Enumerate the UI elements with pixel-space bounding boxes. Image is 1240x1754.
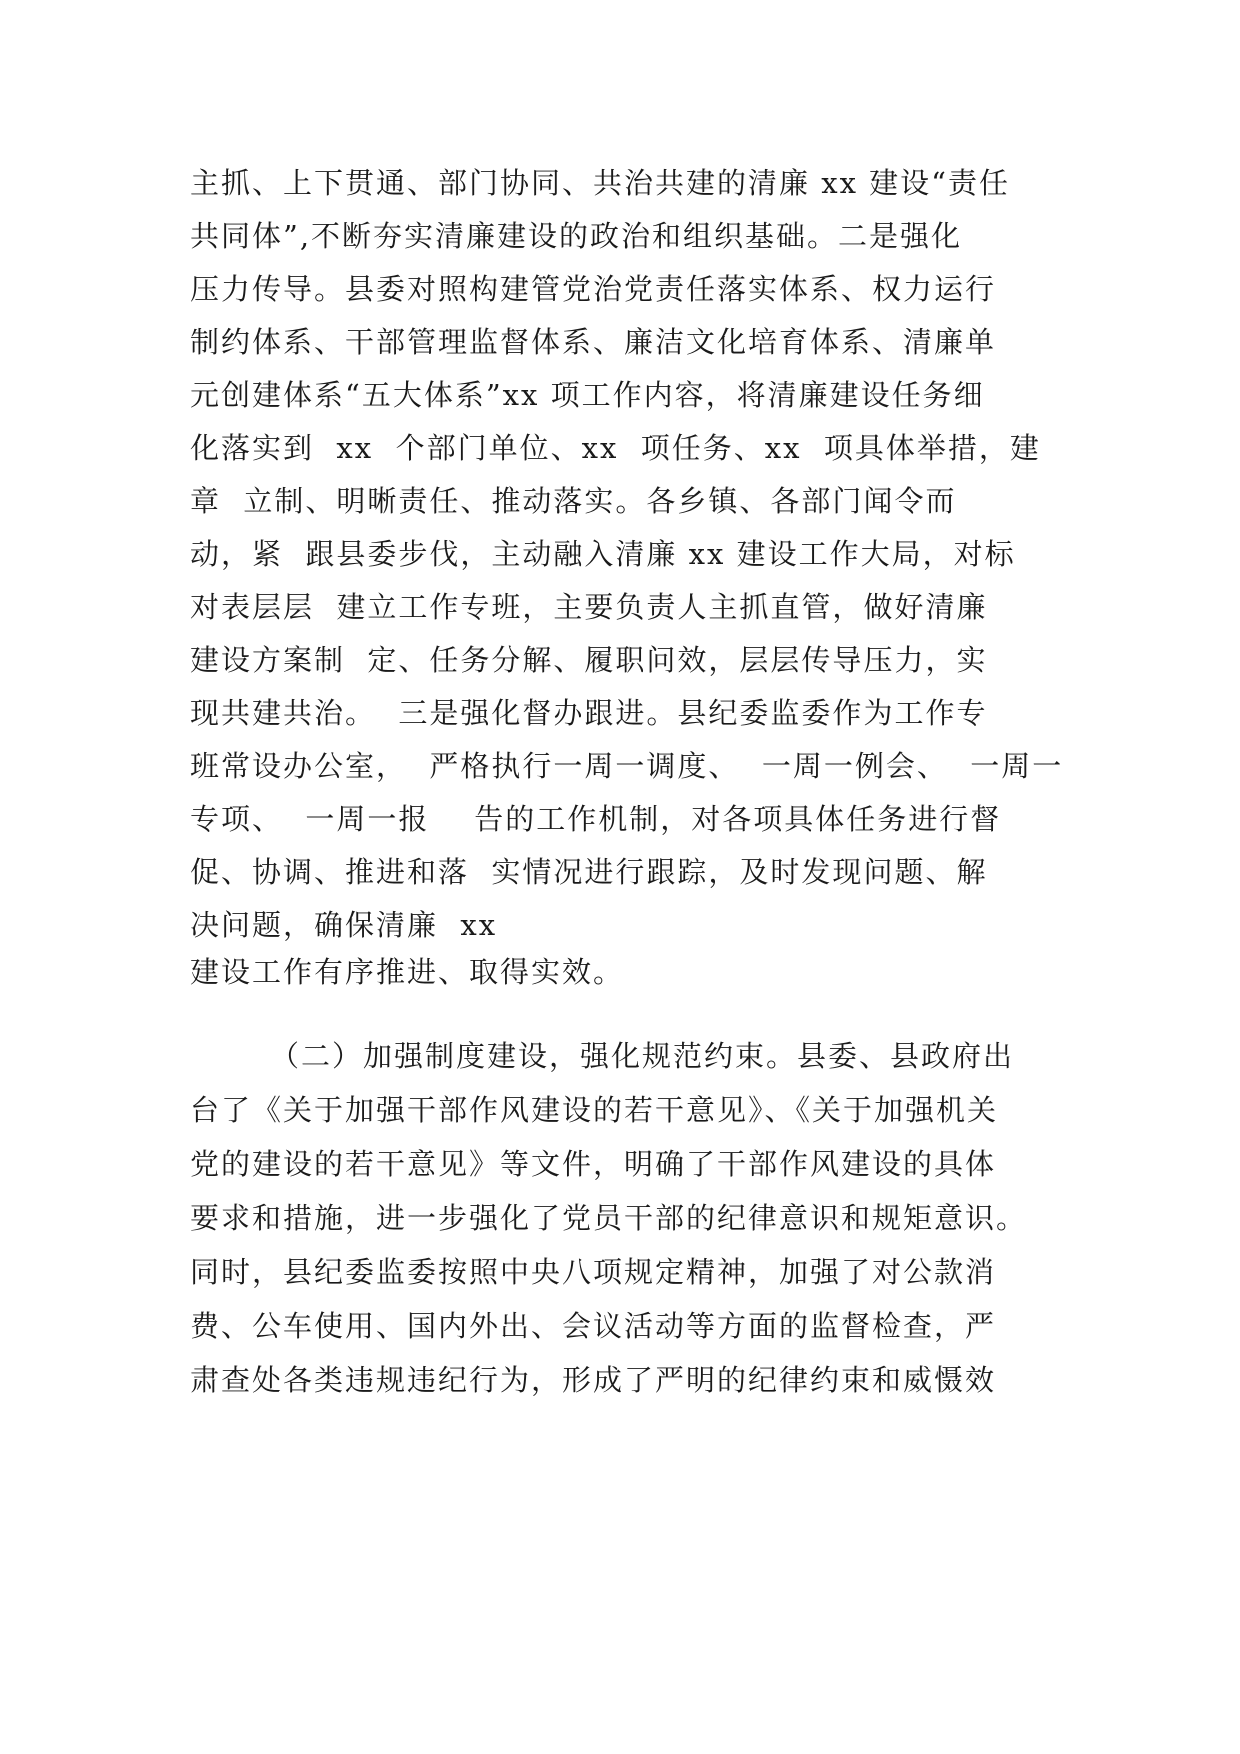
paragraph-1-line: 元创建体系“五大体系”xx 项工作内容，将清廉建设任务细 (190, 378, 985, 412)
paragraph-1-line: 促、协调、推进和落 实情况进行跟踪，及时发现问题、解 (190, 855, 988, 889)
paragraph-2-line: 台了《关于加强干部作风建设的若干意见》、《关于加强机关 (190, 1093, 999, 1127)
paragraph-1-line: 章 立制、明晰责任、推动落实。各乡镇、各部门闻令而 (190, 484, 957, 518)
paragraph-1-line: 班常设办公室， 严格执行一周一调度、 一周一例会、 一周一 (190, 749, 1064, 783)
paragraph-2-line: （二）加强制度建设，强化规范约束。县委、县政府出 (270, 1039, 1015, 1073)
paragraph-2-line: 要求和措施，进一步强化了党员干部的纪律意识和规矩意识。 (190, 1201, 1028, 1235)
paragraph-1-line: 制约体系、干部管理监督体系、廉洁文化培育体系、清廉单 (190, 325, 997, 359)
paragraph-1-line: 专项、 一周一报 告的工作机制，对各项具体任务进行督 (190, 802, 1002, 836)
paragraph-2-line: 费、公车使用、国内外出、会议活动等方面的监督检查，严 (190, 1309, 997, 1343)
paragraph-1-line: 动，紧 跟县委步伐，主动融入清廉 xx 建设工作大局，对标 (190, 537, 1016, 571)
paragraph-1-line: 共同体”,不断夯实清廉建设的政治和组织基础。二是强化 (190, 219, 963, 253)
paragraph-1-line: 现共建共治。 三是强化督办跟进。县纪委监委作为工作专 (190, 696, 988, 730)
paragraph-1-line: 决问题，确保清廉 xx (190, 908, 498, 942)
paragraph-2-line: 同时，县纪委监委按照中央八项规定精神，加强了对公款消 (190, 1255, 997, 1289)
paragraph-1-line: 主抓、上下贯通、部门协同、共治共建的清廉 xx 建设“责任 (190, 166, 1010, 200)
paragraph-1-line: 建设工作有序推进、取得实效。 (190, 955, 625, 989)
paragraph-2-line: 党的建设的若干意见》等文件，明确了干部作风建设的具体 (190, 1147, 997, 1181)
paragraph-2-line: 肃查处各类违规违纪行为，形成了严明的纪律约束和威慑效 (190, 1363, 997, 1397)
paragraph-1-line: 压力传导。县委对照构建管党治党责任落实体系、权力运行 (190, 272, 997, 306)
paragraph-1-line: 对表层层 建立工作专班，主要负责人主抓直管，做好清廉 (190, 590, 988, 624)
paragraph-1-line: 建设方案制 定、任务分解、履职问效，层层传导压力，实 (190, 643, 988, 677)
paragraph-1-line: 化落实到 xx 个部门单位、xx 项任务、xx 项具体举措，建 (190, 431, 1041, 465)
